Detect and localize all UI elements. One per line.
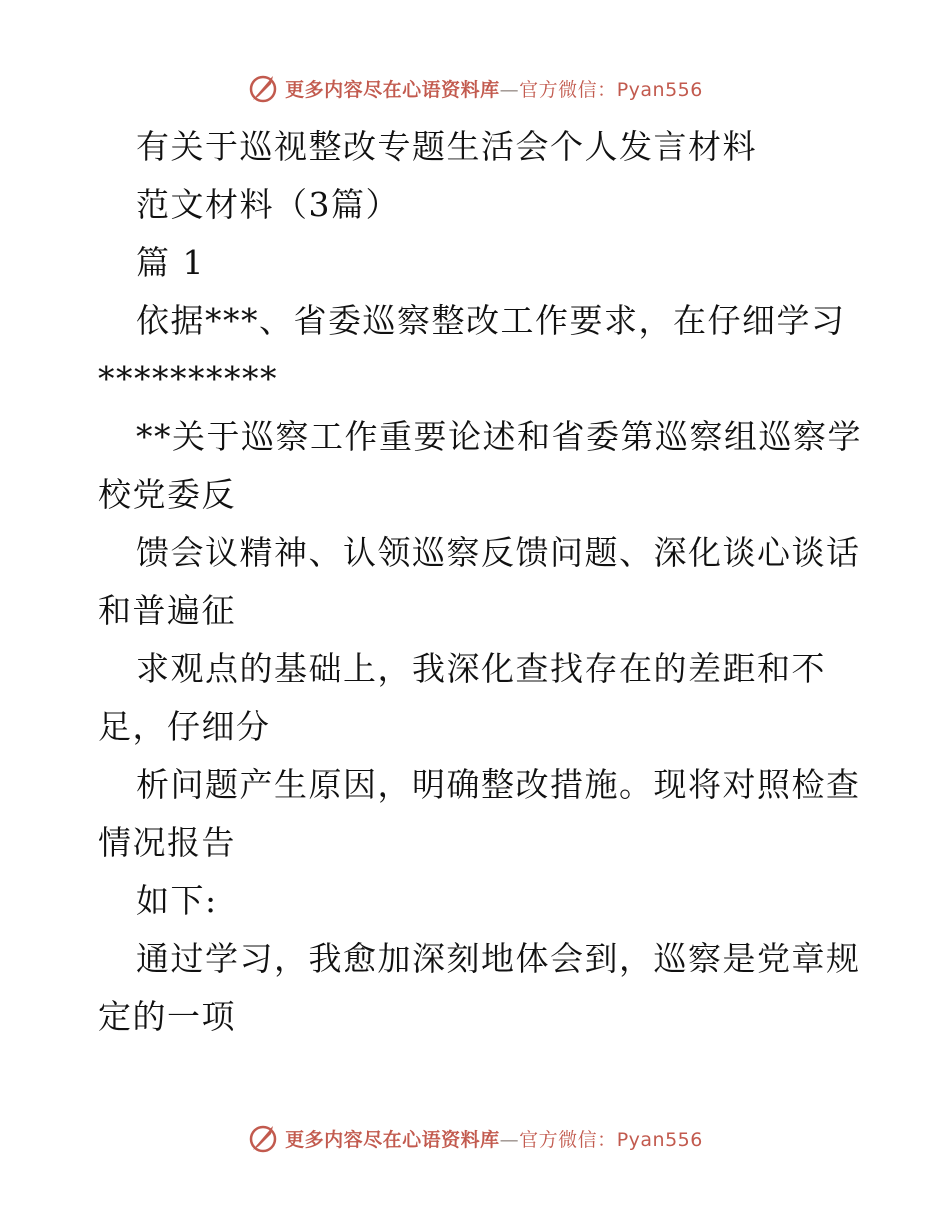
paragraph-line: **********	[98, 359, 278, 398]
watermark-site-text: 更多内容尽在心语资料库	[285, 1128, 500, 1151]
watermark-dash: —	[499, 1128, 520, 1151]
paragraph-line: 校党委反	[98, 475, 236, 514]
watermark-wechat-id: Pyan556	[616, 78, 703, 101]
paragraph-line: 情况报告	[98, 823, 236, 862]
paragraph-line: 和普遍征	[98, 591, 236, 630]
watermark-wechat-label: 官方微信：	[519, 1128, 617, 1151]
paragraph-line: 馈会议精神、认领巡察反馈问题、深化谈心谈话	[136, 533, 861, 572]
watermark-dash: —	[499, 78, 520, 101]
quill-logo-icon	[247, 1122, 279, 1154]
paragraph-line: 足，仔细分	[98, 707, 271, 746]
header-watermark	[0, 72, 950, 104]
paragraph-line: 求观点的基础上，我深化查找存在的差距和不	[136, 649, 826, 688]
watermark-site-text: 更多内容尽在心语资料库	[285, 78, 500, 101]
document-subtitle: 范文材料（3篇）	[136, 185, 400, 224]
section-heading: 篇 1	[136, 243, 205, 282]
footer-watermark	[0, 1122, 950, 1154]
paragraph-line: 通过学习，我愈加深刻地体会到，巡察是党章规	[136, 939, 861, 978]
paragraph-line: 析问题产生原因，明确整改措施。现将对照检查	[136, 765, 861, 804]
quill-logo-icon	[247, 72, 279, 104]
watermark-wechat-id: Pyan556	[616, 1128, 703, 1151]
paragraph-line: 定的一项	[98, 997, 236, 1036]
document-title: 有关于巡视整改专题生活会个人发言材料	[136, 127, 757, 166]
paragraph-line: **关于巡察工作重要论述和省委第巡察组巡察学	[136, 417, 862, 456]
paragraph-line: 如下:	[136, 881, 218, 920]
document-body	[98, 118, 862, 1046]
paragraph-line: 依据***、省委巡察整改工作要求，在仔细学习	[136, 301, 846, 340]
watermark-wechat-label: 官方微信：	[519, 78, 617, 101]
